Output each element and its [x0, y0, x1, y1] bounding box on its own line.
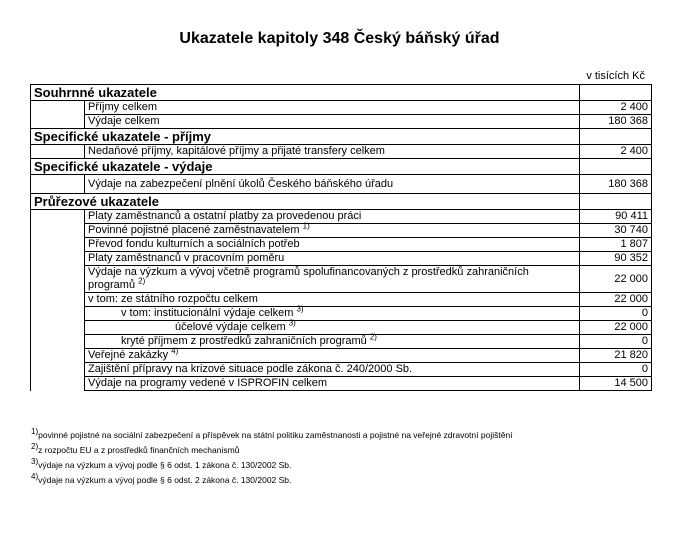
- row-label: Zajištění přípravy na krizové situace podle zákona č. 240/2000 Sb.: [85, 363, 580, 377]
- row-label: Nedaňové příjmy, kapitálové příjmy a přijaté transfery celkem: [85, 145, 580, 159]
- row-value: 2 400: [580, 101, 652, 115]
- footnotes: [31, 427, 513, 490]
- section-heading-row: [31, 85, 652, 101]
- row-label-text: v tom: institucionální výdaje celkem: [121, 307, 294, 319]
- table-row: [31, 321, 652, 335]
- footnote-mark: 1): [31, 427, 39, 437]
- footnote: [31, 457, 513, 470]
- row-label: [85, 304, 580, 321]
- table-row: [31, 335, 652, 349]
- footnote-text: z rozpočtu EU a z prostředků finančních mechanismů: [38, 445, 240, 455]
- section-heading-row: [31, 159, 652, 175]
- row-label: [85, 346, 580, 363]
- row-value: 21 820: [580, 349, 652, 363]
- row-label: Výdaje na programy vedené v ISPROFIN celkem: [85, 377, 580, 391]
- table-row: [31, 252, 652, 266]
- row-value: 1 807: [580, 238, 652, 252]
- table-row: [31, 293, 652, 307]
- footnote-ref: 2): [138, 276, 146, 286]
- row-label: Příjmy celkem: [85, 101, 580, 115]
- row-label: [85, 318, 580, 335]
- footnote-ref: 3): [296, 304, 304, 314]
- row-label: Výdaje celkem: [85, 115, 580, 129]
- table-row: [31, 377, 652, 391]
- row-value: 14 500: [580, 377, 652, 391]
- row-label: Převod fondu kulturních a sociálních potřeb: [85, 238, 580, 252]
- footnote: [31, 442, 513, 455]
- row-value: 180 368: [580, 115, 652, 129]
- row-label-text: Výdaje na výzkum a vývoj včetně programů spolufinancovaných z prostředků zahraničních programů: [88, 266, 529, 291]
- table-row: [31, 224, 652, 238]
- page-title: Ukazatele kapitoly 348 Český báňský úřad: [179, 30, 500, 47]
- footnote: [31, 472, 513, 485]
- row-label-text: kryté příjmem z prostředků zahraničních programů: [121, 335, 367, 347]
- row-value: 22 000: [580, 266, 652, 293]
- row-label: v tom: ze státního rozpočtu celkem: [85, 293, 580, 307]
- table-row: [31, 115, 652, 129]
- row-value: 2 400: [580, 145, 652, 159]
- indicators-table: [30, 84, 652, 391]
- table-row: [31, 307, 652, 321]
- row-value: 0: [580, 363, 652, 377]
- section-heading: Průřezové ukazatele: [31, 194, 580, 210]
- footnote-mark: 4): [31, 472, 39, 482]
- footnote-mark: 3): [31, 457, 39, 467]
- footnote-ref: 1): [302, 221, 310, 231]
- row-label-text: Veřejné zakázky: [88, 349, 169, 361]
- table-row: [31, 145, 652, 159]
- footnote-ref: 3): [288, 318, 296, 328]
- footnote-mark: 2): [31, 442, 39, 452]
- row-value: 180 368: [580, 175, 652, 194]
- row-value: 30 740: [580, 224, 652, 238]
- section-heading: Specifické ukazatele - výdaje: [31, 159, 580, 175]
- row-label: [85, 266, 580, 293]
- footnote-ref: 2): [369, 332, 377, 342]
- footnote-text: povinné pojistné na sociální zabezpečení a příspěvek na státní politiku zaměstnanosti a pojistné na veřejné zdravotní pojištění: [38, 430, 513, 440]
- row-label-text: účelové výdaje celkem: [175, 321, 286, 333]
- unit-label: v tisících Kč: [586, 70, 645, 82]
- footnote: [31, 427, 513, 440]
- row-value: 22 000: [580, 321, 652, 335]
- table-row: [31, 175, 652, 194]
- row-label-text: Povinné pojistné placené zaměstnavatelem: [88, 224, 300, 236]
- row-value: 0: [580, 307, 652, 321]
- row-label: Platy zaměstnanců a ostatní platby za provedenou práci: [85, 210, 580, 224]
- row-label: [85, 332, 580, 349]
- row-value: 90 352: [580, 252, 652, 266]
- section-heading: Souhrnné ukazatele: [31, 85, 580, 101]
- row-value: 90 411: [580, 210, 652, 224]
- table-row: [31, 238, 652, 252]
- row-label: [85, 221, 580, 238]
- row-value: 22 000: [580, 293, 652, 307]
- table-row: [31, 101, 652, 115]
- section-heading-row: [31, 194, 652, 210]
- row-label: Výdaje na zabezpečení plnění úkolů Českého báňského úřadu: [85, 175, 580, 194]
- section-heading-row: [31, 129, 652, 145]
- table-row: [31, 210, 652, 224]
- footnote-text: výdaje na výzkum a vývoj podle § 6 odst. 2 zákona č. 130/2002 Sb.: [38, 475, 292, 485]
- table-row: [31, 349, 652, 363]
- table-row: [31, 266, 652, 293]
- table-row: [31, 363, 652, 377]
- footnote-ref: 4): [171, 346, 179, 356]
- footnote-text: výdaje na výzkum a vývoj podle § 6 odst. 1 zákona č. 130/2002 Sb.: [38, 460, 292, 470]
- row-value: 0: [580, 335, 652, 349]
- section-heading: Specifické ukazatele - příjmy: [31, 129, 580, 145]
- row-label: Platy zaměstnanců v pracovním poměru: [85, 252, 580, 266]
